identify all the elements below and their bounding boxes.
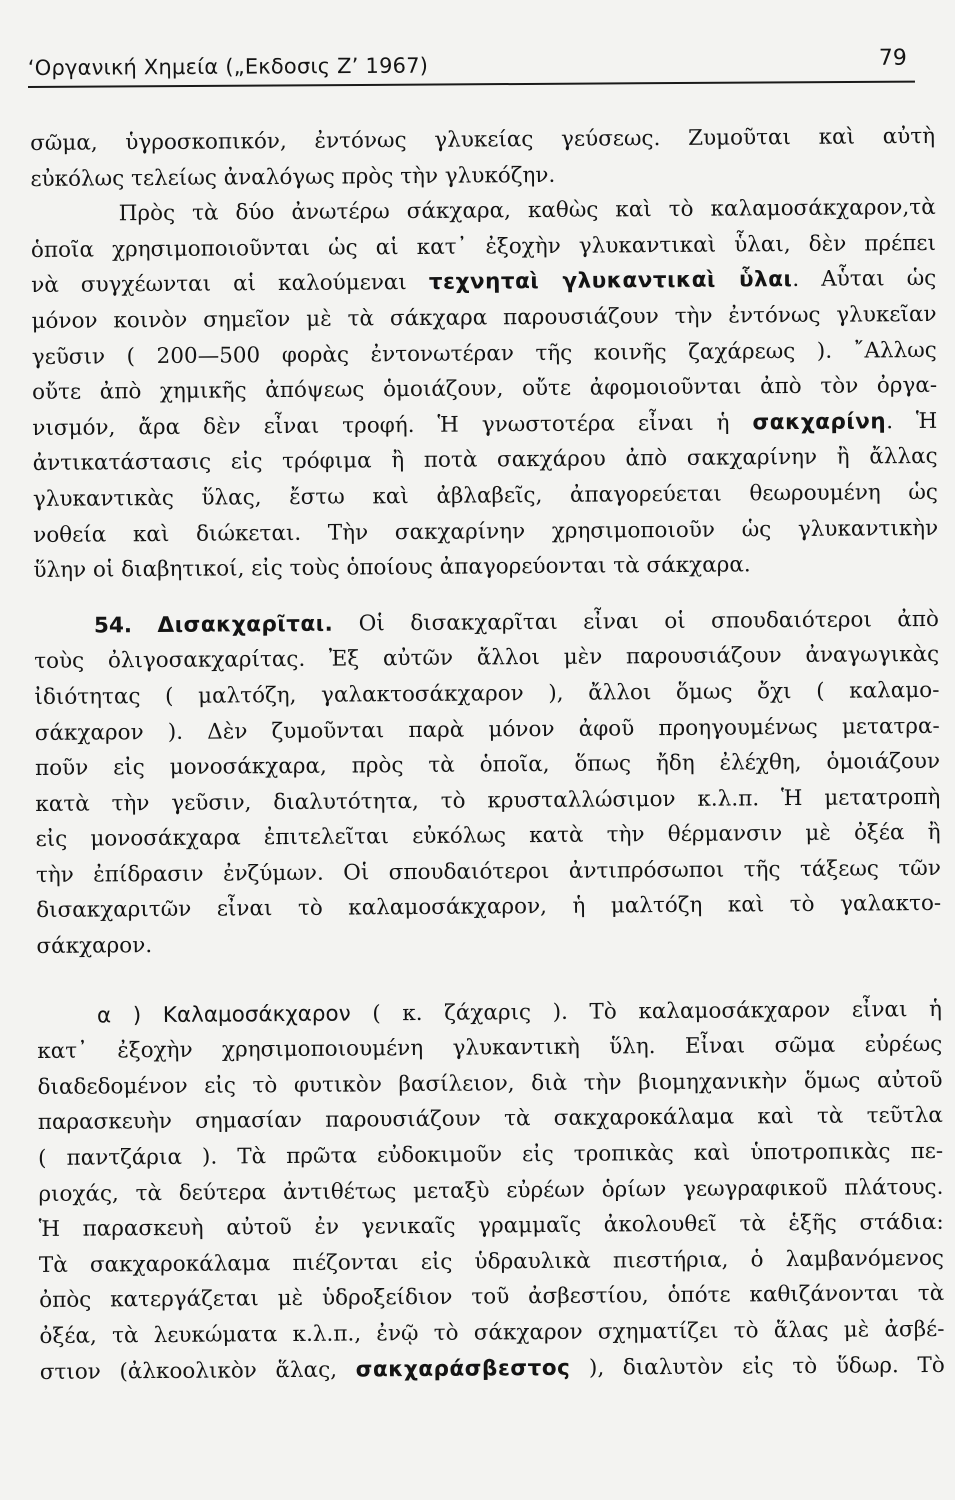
- text-line: διαδεδομένον εἰς τὸ φυτικὸν βασίλειον, διὰ τὴν βιομηχανικὴν ὅμως αὐτοῦ: [37, 1067, 943, 1100]
- text-line: ὕλην οἱ διαβητικοί, εἰς τοὺς ὁποίους ἀπαγορεύονται τὰ σάκχαρα.: [33, 552, 751, 584]
- text-line: ἀντικατάστασις εἰς τρόφιμα ἢ ποτὰ σακχάρου ἀπὸ σακχαρίνην ἢ ἄλλας: [32, 444, 938, 477]
- running-header: [28, 33, 915, 88]
- text-line: Τὰ σακχαροκάλαμα πιέζονται εἰς ὑδραυλικὰ πιεστήρια, ὁ λαμβανόμενος: [38, 1245, 945, 1278]
- text-line: γλυκαντικὰς ὕλας, ἔστω καὶ ἀβλαβεῖς, ἀπαγορεύεται θεωρουμένη ὡς: [32, 479, 939, 512]
- text-line: σῶμα, ὑγροσκοπικόν, ἐντόνως γλυκείας γεύσεως. Ζυμοῦται καὶ αὐτὴ: [30, 123, 936, 156]
- text-span: νισμόν, ἄρα δὲν εἶναι τροφή. Ἡ γνωστοτέρα εἶναι ἡ: [32, 410, 753, 441]
- section-heading: Δισακχαρῖται.: [157, 611, 334, 638]
- text-span: ), διαλυτὸν εἰς τὸ ὕδωρ. Τὸ: [570, 1352, 945, 1381]
- text-line: κατ᾽ ἐξοχὴν χρησιμοποιουμένη γλυκαντικὴ ὕλη. Εἶναι σῶμα εὐρέως: [37, 1032, 943, 1065]
- text-span: . Αὗται ὡς: [792, 266, 937, 293]
- text-line: Πρὸς τὰ δύο ἀνωτέρω σάκχαρα, καθὼς καὶ τὸ καλαμοσάκχαρον,τὰ: [118, 195, 936, 227]
- text-line: τοὺς ὀλιγοσακχαρίτας. Ἐξ αὐτῶν ἄλλοι μὲν παρουσιάζουν ἀναγωγικὰς: [34, 642, 940, 675]
- text-span: νὰ συγχέωνται αἱ καλούμεναι: [31, 270, 429, 299]
- text-line: γεῦσιν ( 200—500 φορὰς ἐντονωτέραν τῆς κοινῆς ζαχάρεως ). ῎Αλλως: [31, 337, 937, 370]
- emphasized-term: σακχαρίνη: [752, 409, 887, 436]
- text-line: [40, 1347, 945, 1390]
- text-line: νοθεία καὶ διώκεται. Τὴν σακχαρίνην χρησιμοποιοῦν ὡς γλυκαντικὴν: [33, 515, 939, 548]
- text-span: Οἱ δισακχαρῖται εἶναι οἱ σπουδαιότεροι ἀπὸ: [333, 606, 939, 637]
- text-span: στιον (ἀλκοολικὸν ἅλας,: [39, 1357, 356, 1385]
- text-line: τὴν ἐπίδρασιν ἐνζύμων. Οἱ σπουδαιότεροι ἀντιπρόσωποι τῆς τάξεως τῶν: [35, 855, 941, 888]
- text-line: δισακχαριτῶν εἶναι τὸ καλαμοσάκχαρον, ἡ μαλτόζη καὶ τὸ γαλακτο-: [36, 891, 942, 924]
- book-title: ‘Οργανική Χημεία („Εκδοσις Ζ’ 1967): [27, 53, 429, 81]
- text-line: ποῦν εἰς μονοσάκχαρα, πρὸς τὰ ὁποῖα, ὅπως ἤδη ἐλέχθη, ὁμοιάζουν: [34, 748, 941, 782]
- text-line: ( παντζάρια ). Τὰ πρῶτα εὐδοκιμοῦν εἰς τροπικὰς καὶ ὑποτροπικὰς πε-: [38, 1138, 944, 1171]
- body-text: [30, 119, 945, 1390]
- text-line: οὔτε ἀπὸ χημικῆς ἀπόψεως ὁμοιάζουν, οὔτε ἀφομοιοῦνται ἀπὸ τὸν ὀργα-: [31, 373, 938, 406]
- text-line: εἰς μονοσάκχαρα ἐπιτελεῖται εὐκόλως κατὰ τὴν θέρμανσιν μὲ ὀξέα ἢ: [35, 820, 941, 853]
- section-number: 54.: [93, 612, 133, 639]
- text-line: ἰδιότητας ( μαλτόζη, γαλακτοσάκχαρον ), ἄλλοι ὅμως ὄχι ( καλαμο-: [34, 677, 940, 710]
- text-line: παρασκευὴν σημασίαν παρουσιάζουν τὰ σακχαροκάλαμα καὶ τὰ τεῦτλα: [37, 1103, 943, 1136]
- text-line: σάκχαρον.: [36, 933, 153, 960]
- text-line: κατὰ τὴν γεῦσιν, διαλυτότητα, τὸ κρυσταλλώσιμον κ.λ.π. Ἡ μετατροπὴ: [35, 784, 941, 817]
- emphasized-term: τεχνηταὶ γλυκαντικαὶ ὗλαι: [428, 267, 793, 296]
- subsection-heading: α ) Καλαμοσάκχαρον: [96, 1001, 351, 1029]
- text-line: Ἡ παρασκευὴ αὐτοῦ ἐν γενικαῖς γραμμαῖς ἀκολουθεῖ τὰ ἑξῆς στάδια:: [38, 1210, 944, 1243]
- text-line: σάκχαρον ). Δὲν ζυμοῦνται παρὰ μόνον ἀφοῦ προηγουμένως μετατρα-: [34, 713, 940, 746]
- text-line: μόνον κοινὸν σημεῖον μὲ τὰ σάκχαρα παρουσιάζουν τὴν ἐντόνως γλυκεῖαν: [31, 301, 937, 334]
- page-number: 79: [878, 45, 907, 71]
- text-span: ( κ. ζάχαρις ). Τὸ καλαμοσάκχαρον εἶναι ἡ: [350, 996, 943, 1027]
- text-span: . Ἡ: [886, 408, 938, 435]
- emphasized-term: σακχαράσβεστος: [355, 1355, 571, 1383]
- text-line: ριοχάς, τὰ δεύτερα ἀντιθέτως μεταξὺ εὐρέων ὁρίων γεωγραφικοῦ πλάτους.: [38, 1174, 944, 1207]
- text-line: ὀπὸς κατεργάζεται μὲ ὑδροξείδιον τοῦ ἀσβεστίου, ὁπότε καθιζάνονται τὰ: [39, 1281, 945, 1314]
- text-line: ὁποῖα χρησιμοποιοῦνται ὡς αἱ κατ᾽ ἐξοχὴν γλυκαντικαὶ ὗλαι, δὲν πρέπει: [30, 230, 937, 263]
- text-line: εὐκόλως τελείως ἀναλόγως πρὸς τὴν γλυκόζην.: [30, 162, 556, 192]
- text-line: ὀξέα, τὰ λευκώματα κ.λ.π., ἐνῷ τὸ σάκχαρον σχηματίζει τὸ ἅλας μὲ ἀσβέ-: [39, 1316, 945, 1349]
